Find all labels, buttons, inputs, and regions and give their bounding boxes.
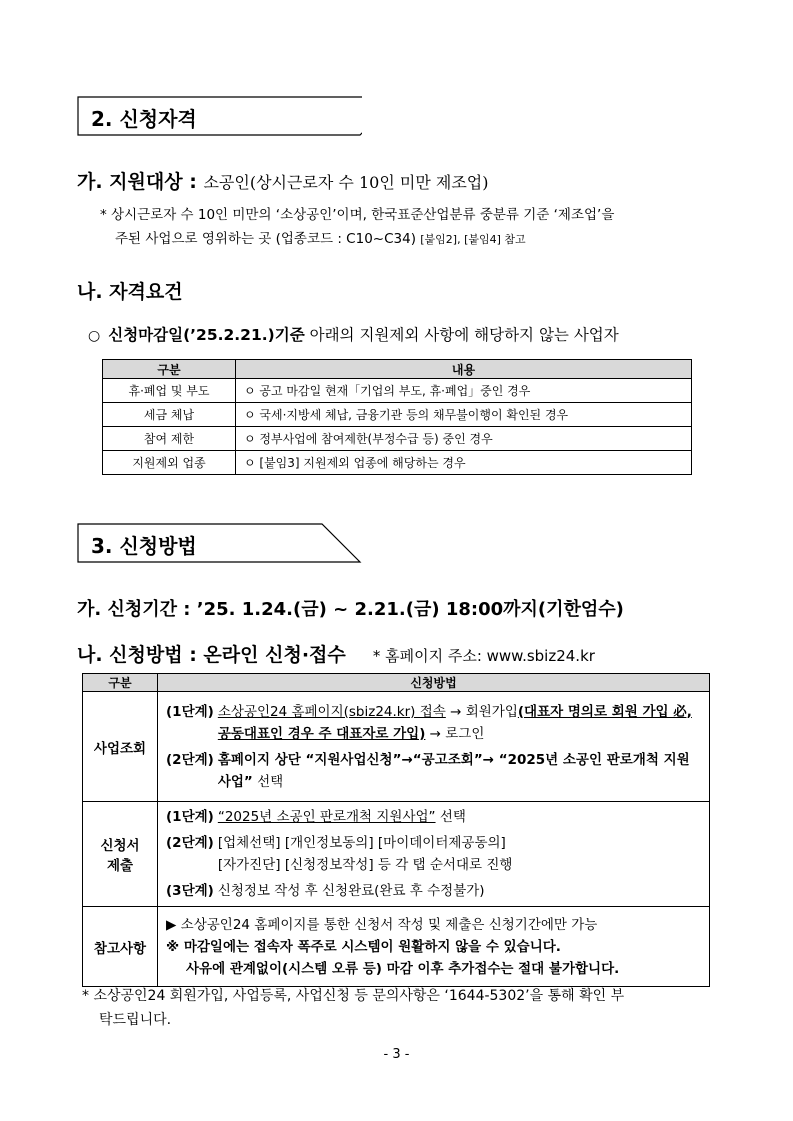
- method-category: [83, 802, 158, 907]
- exclusion-content: ㅇ 공고 마감일 현재「기업의 부도, 휴·폐업」중인 경우: [236, 379, 692, 403]
- exclusion-content: ㅇ 국세·지방세 체납, 금융기관 등의 채무불이행이 확인된 경우: [236, 403, 692, 427]
- footnote-line2: 탁드립니다.: [99, 1012, 172, 1028]
- step-text-line: [업체선택] [개인정보동의] [마이데이터제공동의]: [217, 835, 506, 851]
- method-header-content: 신청방법: [158, 674, 710, 692]
- method-category-line: 제출: [106, 858, 134, 874]
- notice-warning-line: ※ 마감일에는 접속자 폭주로 시스템이 원활하지 않을 수 있습니다.: [166, 938, 561, 955]
- step-text: [218, 832, 513, 876]
- method-table-header: [83, 674, 710, 692]
- section-2-title: 2. 신청자격: [91, 107, 197, 131]
- step-label: (3단계): [166, 883, 214, 899]
- page-number: - 3 -: [383, 1047, 410, 1062]
- eligibility-note-line1: * 상시근로자 수 10인 미만의 ‘소상공인’이며, 한국표준산업분류 중분류 기준 ‘제조업’을: [100, 207, 615, 223]
- exclusion-category: 휴·폐업 및 부도: [103, 379, 236, 403]
- step-item: [166, 749, 701, 793]
- qualification-criteria: [88, 323, 619, 345]
- method-content: [158, 692, 710, 802]
- exclusion-content: ㅇ 정부사업에 참여제한(부정수급 등) 중인 경우: [236, 427, 692, 451]
- exclusion-category: 참여 제한: [103, 427, 236, 451]
- exclusion-header-category: 구분: [103, 360, 236, 379]
- step-link-text: “2025년 소공인 판로개척 지원사업”: [217, 809, 436, 825]
- eligibility-target-label: 가. 지원대상 :: [77, 171, 197, 193]
- table-row: [83, 692, 710, 802]
- application-method-label: 나. 신청방법 : 온라인 신청·접수: [77, 644, 346, 666]
- exclusion-content: ㅇ [붙임3] 지원제외 업종에 해당하는 경우: [236, 451, 692, 475]
- table-row: [83, 802, 710, 907]
- step-text-part: 선택: [252, 773, 284, 790]
- step-text: 신청정보 작성 후 신청완료(완료 후 수정불가): [217, 883, 485, 899]
- method-content: [158, 907, 710, 987]
- step-label: (2단계): [166, 751, 214, 768]
- exclusion-table-header: [103, 360, 692, 379]
- method-category: 사업조회: [83, 692, 158, 802]
- step-text: [218, 806, 466, 828]
- step-text-line: [자가진단] [신청정보작성] 등 각 탭 순서대로 진행: [217, 857, 513, 873]
- step-item: [166, 701, 701, 745]
- eligibility-note-line2-text: 주된 사업으로 영위하는 곳 (업종코드 : C10~C34): [115, 231, 416, 247]
- table-row: [103, 451, 692, 475]
- step-text-part: → 회원가입: [445, 703, 518, 720]
- eligibility-note-line2: [115, 228, 526, 251]
- criteria-deadline: 신청마감일(’25.2.21.)기준: [108, 326, 305, 344]
- step-item: [166, 832, 701, 876]
- criteria-rest: 아래의 지원제외 사항에 해당하지 않는 사업자: [304, 326, 619, 344]
- step-text-part: 선택: [435, 809, 466, 825]
- exclusion-header-content: 내용: [236, 360, 692, 379]
- table-row: [83, 907, 710, 987]
- circle-bullet-icon: ○: [88, 328, 101, 344]
- step-text: [218, 701, 701, 745]
- step-text: [218, 749, 701, 793]
- method-header-category: 구분: [83, 674, 158, 692]
- table-row: [103, 379, 692, 403]
- eligibility-note-ref: [붙임2], [붙임4] 참고: [420, 233, 526, 246]
- eligibility-target-value: 소공인(상시근로자 수 10인 미만 제조업): [203, 173, 489, 192]
- table-row: [103, 403, 692, 427]
- step-item: [166, 880, 701, 902]
- method-category: 참고사항: [83, 907, 158, 987]
- notice-line: ▶ 소상공인24 홈페이지를 통한 신청서 작성 및 제출은 신청기간에만 가능: [166, 916, 598, 933]
- step-item: [166, 806, 701, 828]
- step-link-text: 소상공인24 홈페이지(sbiz24.kr) 접속: [217, 703, 446, 720]
- method-content: [158, 802, 710, 907]
- step-label: (1단계): [166, 703, 214, 720]
- table-row: [103, 427, 692, 451]
- section-2-title-box: [77, 96, 362, 136]
- step-label: (1단계): [166, 809, 214, 825]
- exclusion-category: 세금 체납: [103, 403, 236, 427]
- footnote-line1: * 소상공인24 회원가입, 사업등록, 사업신청 등 문의사항은 ‘1644-5302’을 통해 확인 부: [82, 988, 625, 1004]
- step-label: (2단계): [166, 835, 214, 851]
- step-bold-text: (대표자 명의로 회원 가입 必, 공동대표인 경우 주 대표자로 가입): [217, 703, 692, 742]
- exclusion-table: [102, 359, 692, 475]
- application-method: [77, 640, 595, 667]
- step-text-part: → 로그인: [425, 725, 485, 742]
- application-method-table: [82, 673, 710, 987]
- notice-warning-line: 사유에 관계없이(시스템 오류 등) 마감 이후 추가접수는 절대 불가합니다.: [186, 960, 620, 977]
- application-period: 가. 신청기간 : ’25. 1.24.(금) ~ 2.21.(금) 18:00까지(기한엄수): [77, 599, 624, 620]
- homepage-note: * 홈페이지 주소: www.sbiz24.kr: [372, 647, 595, 665]
- method-category-line: 신청서: [100, 838, 140, 854]
- qualification-heading: 나. 자격요건: [77, 281, 183, 303]
- section-3-title-box: [77, 523, 362, 563]
- eligibility-target: [77, 167, 488, 194]
- section-3-title: 3. 신청방법: [91, 534, 197, 558]
- step-bold-text: 홈페이지 상단 “지원사업신청”→“공고조회”→ “2025년 소공인 판로개척 지원사업”: [217, 751, 690, 790]
- exclusion-category: 지원제외 업종: [103, 451, 236, 475]
